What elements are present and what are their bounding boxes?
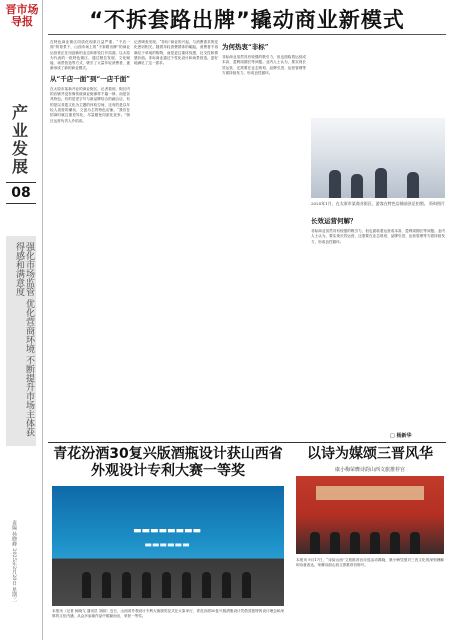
article1-body-3: 非标商业虽然具有较强的吸引力，但也面临着运营成本高、盈利周期长等问题。业内人士认为，要实现长效运营，还需要在业态规划、品牌引进、运营管理等方面持续发力，形成良性循环。 <box>222 55 306 75</box>
photo-person <box>202 572 211 598</box>
photo-person <box>102 572 111 598</box>
photo-stage-banner: ▬▬▬▬▬▬▬▬ <box>132 526 202 536</box>
article1-subhead-1: 从“千店一面”到“一店千面” <box>50 74 130 83</box>
photo-person <box>329 170 341 198</box>
article2-photo <box>52 486 284 606</box>
photo-person <box>410 532 420 554</box>
photo-person <box>162 572 171 598</box>
article3-subtitle: 康小梅荣膺诗韵山西文旅推荐官 <box>334 467 405 473</box>
headline-rule <box>48 34 446 35</box>
photo-stage-subbanner: ▬▬▬▬▬▬ <box>144 540 190 549</box>
photo-person <box>330 532 340 554</box>
section-name: 产业发展 <box>11 103 28 176</box>
article1-subhead-2: 为何热衷“非标” <box>222 43 269 51</box>
article1-subhead-3: 长效运营何解？ <box>311 217 357 225</box>
article1-column-2 <box>134 40 218 436</box>
article1-body-4: 非标商业虽然具有较强的吸引力，但也面临着运营成本高、盈利周期长等问题。业内人士认为，要实现长效运营，还需要在业态规划、品牌引进、运营管理等方面持续发力，形成良性循环。 <box>311 229 445 244</box>
article1-intro: 在特色商业街区同质化现象日益严重、“千店一面”的背景下，山西市场上的“不套路出牌”的商业运营者正在用创新的业态和体验打开局面。以太原为代表的一批特色街区，通过错位发展、文化赋能、场景营造等方式，吸引了大量年轻消费者，逐渐形成了新的商业模式。 <box>50 40 130 71</box>
footer-info: 责编 孙晓峰 2025年2月20日 星期二 <box>11 520 17 603</box>
photo-person <box>122 572 131 598</box>
photo-person <box>407 172 419 198</box>
photo-person <box>142 572 151 598</box>
photo-person <box>375 168 387 198</box>
article1-column-4 <box>311 214 445 428</box>
article3-photo <box>296 476 444 554</box>
section-divider <box>48 442 446 443</box>
main-headline: “不拆套路出牌”撬动商业新模式 <box>89 8 405 32</box>
article1-photo <box>311 118 445 198</box>
article1-column-3 <box>222 40 306 436</box>
photo-person <box>350 532 360 554</box>
article3-headline: 以诗为媒颂三晋风华 <box>307 446 433 462</box>
left-sidebar <box>0 0 43 640</box>
slogan-text: 强化市场监管 优化营商环境 不断提升市场主体获得感和满意度 <box>14 242 34 437</box>
newspaper-logo <box>4 4 40 48</box>
photo-person <box>370 532 380 554</box>
logo-text: 晋市场导报 <box>5 3 39 28</box>
photo-person <box>222 572 231 598</box>
article3-body: 本报讯 9月17日，“诗韵山西”文旅推荐官评选活动揭晓，康小梅凭借对三晋文化的深刻理解和诗意表达，荣膺诗韵山西文旅推荐官称号。 <box>296 558 444 568</box>
slogan-box <box>6 236 36 446</box>
article1-author: □ 杨新华 <box>390 433 412 439</box>
article1-column-1 <box>50 40 130 436</box>
article1-photo-caption: 2025年1月，在太原市某商业街区，游客在特色店铺前驻足拍照。 资料图片 <box>311 201 445 206</box>
photo-banner <box>316 486 424 500</box>
article2-body: 本报讯（记者 杨晓飞 通讯员 刘丽）近日，山西省外观设计专利大赛颁奖仪式在太原举行，青花汾酒30复兴版酒瓶设计凭借其独特的设计理念和深厚的文化内涵，从众多参赛作品中脱颖而出，荣获一等奖。 <box>52 609 284 619</box>
photo-person <box>390 532 400 554</box>
article2-headline: 青花汾酒30复兴版酒瓶设计获山西省外观设计专利大赛一等奖 <box>53 446 283 479</box>
page-number: 08 <box>6 182 36 204</box>
article1-body-1: 在太原市某新开业的商业街区，记者看到，街区内的店铺并没有像传统商业街那样千篇一律，而是各具特色。有的是老字号与新品牌结合的融合店，有的是以非遗文化为主题的体验空间，还有的是以年轻人喜爱的潮玩、文创为主的特色店铺。“我们在招商时就注重差异化，尽量避免同质化竞争。”街区运营负责人介绍说。 <box>50 86 130 123</box>
article1-body-2: 记者调查发现，“非标”商业的兴起，与消费需求的变化密切相关。随着年轻消费群体的崛起，消费者不再满足于单纯的购物，而是更注重体验感、社交性和情感价值。非标商业通过个性化设计和场景营造，更好地满足了这一需求。 <box>134 40 218 66</box>
photo-person <box>310 532 320 554</box>
article1-column-4-top <box>311 40 445 114</box>
photo-person <box>351 174 363 198</box>
photo-person <box>242 572 251 598</box>
photo-person <box>82 572 91 598</box>
photo-person <box>182 572 191 598</box>
